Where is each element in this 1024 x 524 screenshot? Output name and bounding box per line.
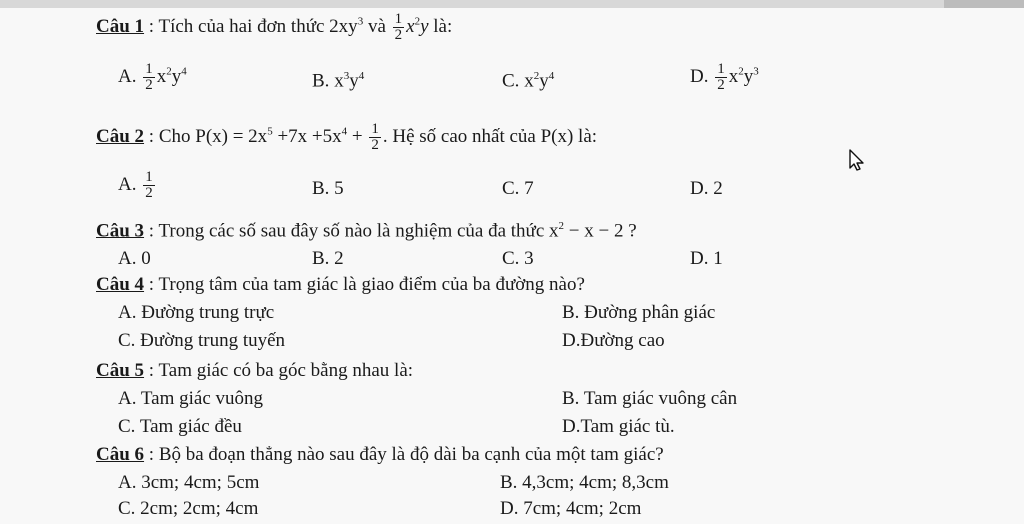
fraction-numerator: 1: [394, 11, 403, 27]
q2-option-a[interactable]: [118, 170, 157, 201]
q5-option-b[interactable]: B. Tam giác vuông cân: [562, 388, 738, 409]
document-page: [0, 8, 1024, 524]
question-2-plus: +: [347, 125, 368, 147]
fraction-denominator: 2: [371, 137, 379, 153]
question-2-text-mid: +7x +5x: [272, 125, 342, 147]
option-label: A.: [118, 173, 137, 195]
question-1-text-pre: : Tích của hai đơn thức 2xy: [144, 15, 358, 37]
question-4-text: : Trọng tâm của tam giác là giao điểm của ba đường nào?: [144, 274, 585, 295]
q6-option-a[interactable]: A. 3cm; 4cm; 5cm: [118, 472, 260, 493]
q4-option-b[interactable]: B. Đường phân giác: [562, 302, 716, 323]
question-6-text: : Bộ ba đoạn thẳng nào sau đây là độ dài ba cạnh của một tam giác?: [144, 444, 664, 465]
q3-option-c[interactable]: C. 3: [502, 248, 534, 269]
question-5-label: Câu 5: [96, 360, 145, 381]
option-var-y: y: [349, 70, 359, 92]
option-fraction: [143, 170, 155, 201]
question-3-text-post: − x − 2 ?: [564, 220, 637, 242]
q4-option-c[interactable]: C. Đường trung tuyến: [118, 330, 286, 351]
q1-option-a[interactable]: [118, 62, 187, 93]
fraction-denominator: 2: [394, 27, 403, 43]
question-1-var-y: y: [420, 15, 429, 37]
q2-option-c[interactable]: C. 7: [502, 178, 534, 199]
q3-option-b[interactable]: B. 2: [312, 248, 344, 269]
q1-option-c[interactable]: [502, 70, 554, 92]
question-5-text: : Tam giác có ba góc bằng nhau là:: [144, 360, 414, 381]
option-label: C.: [502, 70, 520, 92]
option-fraction: [715, 62, 727, 93]
option-fraction: [143, 62, 155, 93]
question-1-text-post: là:: [428, 15, 453, 37]
option-exp-x: 3: [343, 70, 350, 82]
question-2-exp-4: 4: [341, 125, 348, 138]
q6-option-b[interactable]: B. 4,3cm; 4cm; 8,3cm: [500, 472, 669, 493]
question-1-exp: 3: [357, 15, 364, 28]
top-bar: [0, 0, 1024, 8]
q3-option-a[interactable]: A. 0: [118, 248, 151, 269]
question-1-var-x: x: [406, 15, 415, 37]
question-5: [96, 360, 413, 382]
question-3-label: Câu 3: [96, 220, 145, 242]
q6-option-c[interactable]: C. 2cm; 2cm; 4cm: [118, 498, 259, 519]
q4-option-d[interactable]: D.Đường cao: [562, 330, 665, 351]
question-3-exp: 2: [558, 220, 565, 232]
option-var-x: x: [728, 65, 739, 87]
option-var-x: x: [156, 65, 167, 87]
question-2-text-post: . Hệ số cao nhất của P(x) là:: [382, 125, 598, 147]
fraction-denominator: 2: [145, 185, 153, 201]
option-var-x: x: [334, 70, 344, 92]
question-1-fraction: [393, 12, 405, 43]
q5-option-c[interactable]: C. Tam giác đều: [118, 416, 242, 437]
question-4-label: Câu 4: [96, 274, 145, 295]
fraction-numerator: 1: [145, 61, 153, 77]
option-label: A.: [118, 65, 137, 87]
question-2-fraction: [369, 122, 381, 153]
fraction-numerator: 1: [145, 169, 153, 185]
option-exp-y: 4: [181, 65, 187, 78]
option-label: B.: [312, 70, 330, 92]
question-1-exp-2: 2: [414, 15, 421, 28]
option-exp-y: 4: [358, 70, 365, 82]
option-exp-x: 2: [738, 65, 744, 78]
option-var-y: y: [743, 65, 754, 87]
fraction-denominator: 2: [145, 77, 153, 93]
question-3-text-pre: : Trong các số sau đây số nào là nghiệm của đa thức x: [144, 220, 559, 242]
q6-option-d[interactable]: D. 7cm; 4cm; 2cm: [500, 498, 642, 519]
question-1-text-mid: và: [363, 15, 391, 37]
fraction-numerator: 1: [371, 121, 379, 137]
q1-option-d[interactable]: [690, 62, 759, 93]
question-2-text-pre: : Cho P(x) = 2x: [144, 125, 268, 147]
q5-option-a[interactable]: A. Tam giác vuông: [118, 388, 264, 409]
question-1: [96, 12, 452, 43]
option-exp-x: 2: [533, 70, 540, 82]
option-var-y: y: [539, 70, 549, 92]
question-2-exp-5: 5: [267, 125, 273, 138]
top-bar-edge: [944, 0, 1024, 8]
option-var-x: x: [524, 70, 534, 92]
q4-option-a[interactable]: A. Đường trung trực: [118, 302, 275, 323]
question-2: [96, 122, 597, 153]
option-label: D.: [690, 65, 709, 87]
fraction-denominator: 2: [717, 77, 725, 93]
question-4: [96, 274, 585, 296]
q2-option-d[interactable]: D. 2: [690, 178, 723, 199]
fraction-numerator: 1: [717, 61, 725, 77]
option-exp-y: 3: [753, 65, 759, 78]
mouse-pointer-icon: [848, 148, 866, 172]
question-3: [96, 220, 637, 242]
q5-option-d[interactable]: D.Tam giác tù.: [562, 416, 675, 437]
option-var-y: y: [171, 65, 182, 87]
option-exp-y: 4: [548, 70, 555, 82]
question-2-label: Câu 2: [96, 125, 145, 147]
q3-option-d[interactable]: D. 1: [690, 248, 723, 269]
question-6-label: Câu 6: [96, 444, 145, 465]
q2-option-b[interactable]: B. 5: [312, 178, 344, 199]
question-1-label: Câu 1: [96, 15, 145, 37]
question-6: [96, 444, 664, 466]
q1-option-b[interactable]: [312, 70, 364, 92]
option-exp-x: 2: [166, 65, 172, 78]
